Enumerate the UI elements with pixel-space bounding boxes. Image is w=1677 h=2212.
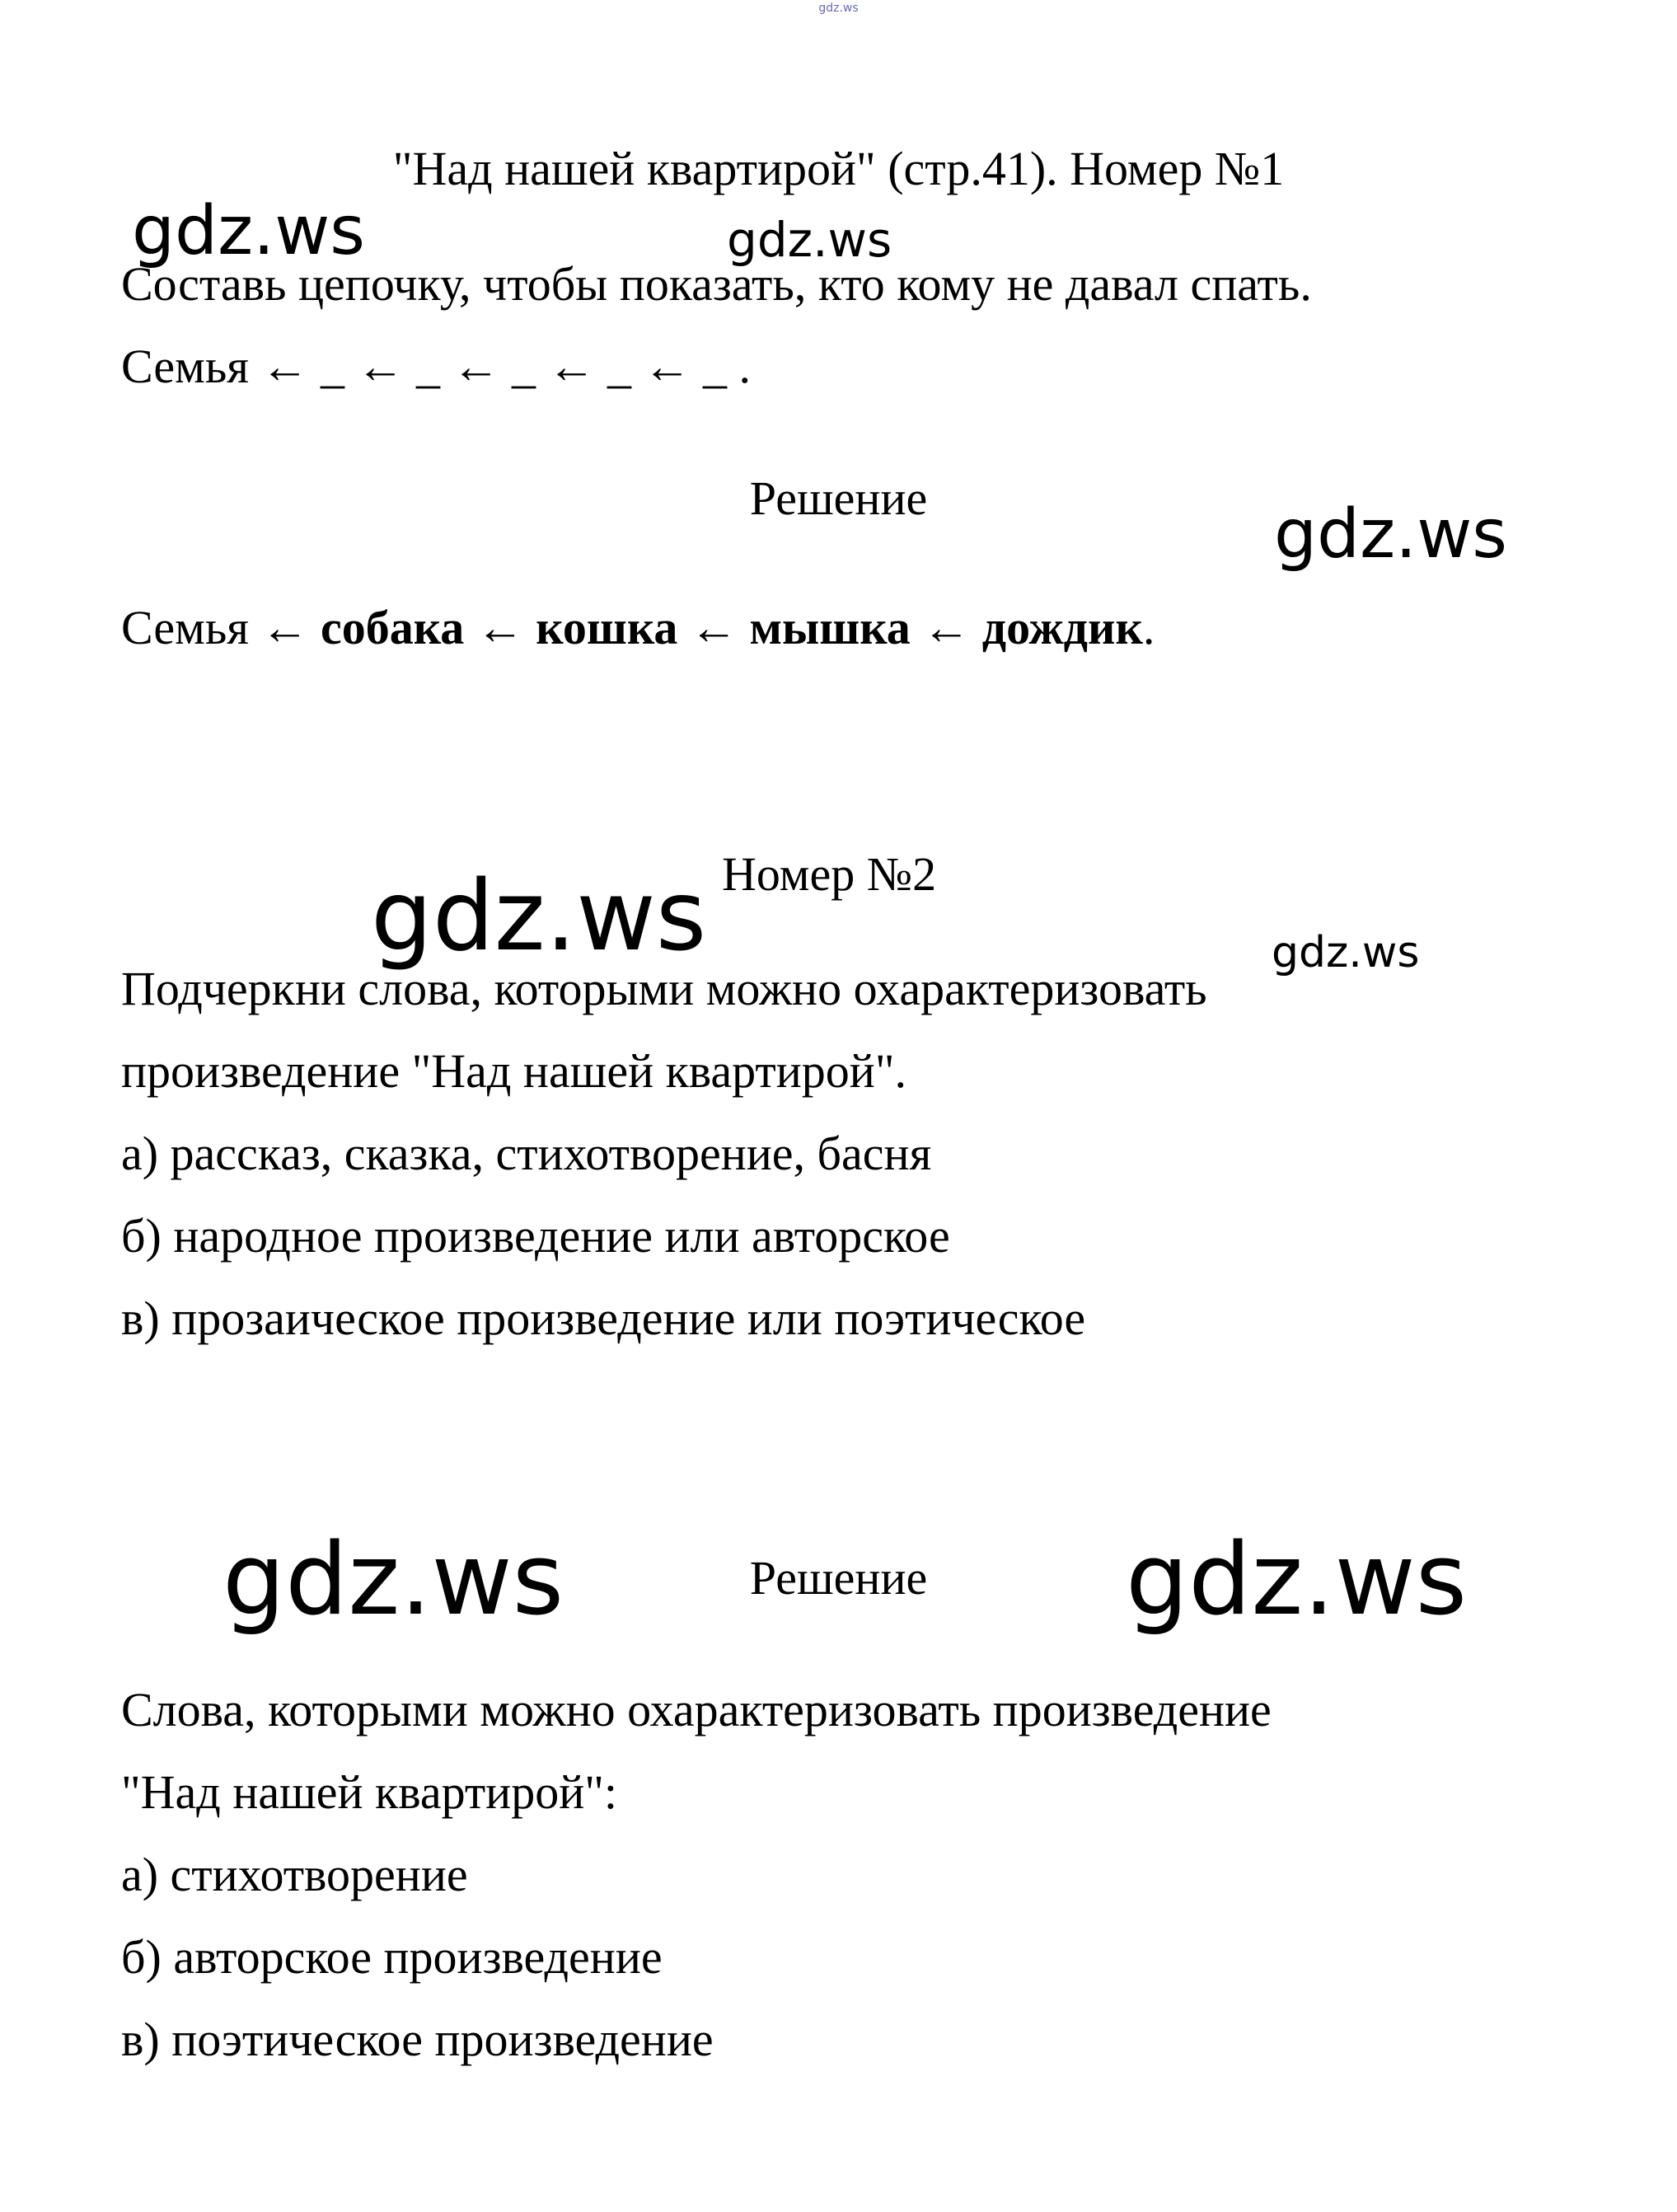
chain-arrow: ← <box>260 601 309 654</box>
task2-question-line1: Подчеркни слова, которыми можно охарактеризовать <box>121 962 1207 1015</box>
watermark: gdz.ws <box>1126 1523 1468 1638</box>
chain-end: . <box>1142 601 1155 654</box>
task2-option: а) рассказ, сказка, стихотворение, басня <box>121 1127 932 1180</box>
task2-heading: Номер №2 <box>722 847 937 901</box>
task1-answer <box>121 599 1155 657</box>
watermark: gdz.ws <box>371 859 707 972</box>
task2-option: в) прозаическое произведение или поэтическое <box>121 1291 1086 1345</box>
watermark: gdz.ws <box>223 1523 564 1638</box>
task2-answer-item: а) стихотворение <box>121 1848 468 1901</box>
chain-item: собака <box>320 601 465 654</box>
watermark: gdz.ws <box>1274 495 1507 574</box>
chain-item: мышка <box>749 601 911 654</box>
watermark: gdz.ws <box>727 212 892 268</box>
watermark-top: gdz.ws <box>818 2 859 15</box>
watermark: gdz.ws <box>132 192 365 270</box>
chain-item: кошка <box>536 601 678 654</box>
chain-start: Семья <box>121 601 249 654</box>
task1-template: Семья ← _ ← _ ← _ ← _ ← _ . <box>121 340 751 393</box>
chain-arrow: ← <box>922 601 971 654</box>
chain-arrow: ← <box>475 601 524 654</box>
task2-answer-line2: "Над нашей квартирой": <box>121 1765 618 1819</box>
task1-solution-label: Решение <box>749 471 928 525</box>
task2-answer-item: в) поэтическое произведение <box>121 2013 714 2066</box>
task2-answer-line1: Слова, которыми можно охарактеризовать произведение <box>121 1683 1272 1736</box>
chain-item: дождик <box>981 601 1143 654</box>
task2-solution-label: Решение <box>749 1551 928 1605</box>
task2-answer-item: б) авторское произведение <box>121 1930 663 1984</box>
task2-option: б) народное произведение или авторское <box>121 1209 950 1263</box>
chain-arrow: ← <box>689 601 738 654</box>
watermark: gdz.ws <box>1272 928 1420 977</box>
task1-question: Составь цепочку, чтобы показать, кто кому не давал спать. <box>121 257 1312 311</box>
task1-heading: "Над нашей квартирой" (стр.41). Номер №1 <box>392 142 1285 195</box>
task2-question-line2: произведение "Над нашей квартирой". <box>121 1044 907 1098</box>
